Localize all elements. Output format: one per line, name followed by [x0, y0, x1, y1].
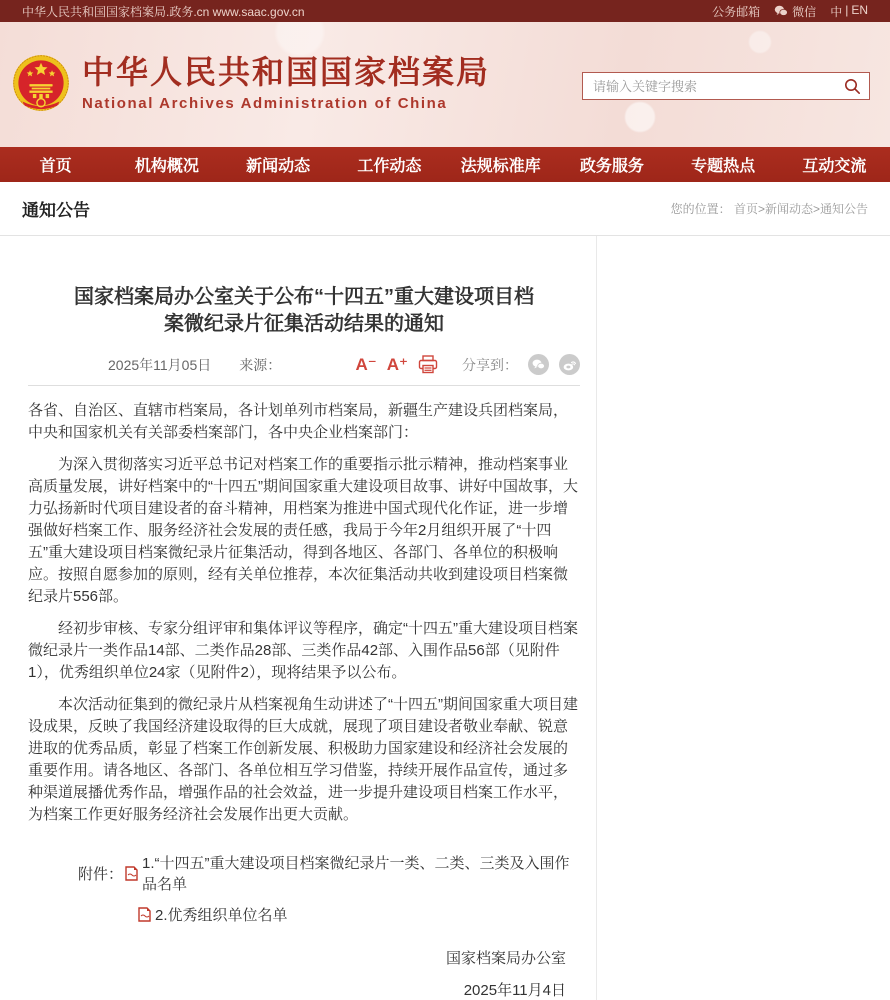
- pdf-file-icon: [138, 907, 151, 922]
- breadcrumb-label: 您的位置：: [670, 202, 731, 216]
- paragraph: 经初步审核、专家分组评审和集体评议等程序，确定“十四五”重大建设项目档案微纪录片一类作品14部、二类作品28部、三类作品42部、入围作品56部（见附件1），优秀组织单位24家（见附件2），现将结果予以公布。: [28, 620, 578, 681]
- attachment-link-2[interactable]: 2.优秀组织单位名单: [155, 907, 288, 924]
- lang-en-link[interactable]: EN: [851, 2, 868, 17]
- primary-nav: [0, 147, 890, 182]
- search-icon: [844, 78, 861, 95]
- source-label: 来源：: [239, 356, 282, 373]
- print-button[interactable]: [418, 355, 438, 374]
- paragraph: 为深入贯彻落实习近平总书记对档案工作的重要指示批示精神，推动档案事业高质量发展，讲好档案中的“十四五”期间国家重大建设项目故事、讲好中国故事，大力弘扬新时代项目建设者的奋斗精神，用档案为推进中国式现代化作证，进一步增强做好档案工作、服务经济社会发展的责任感，我局于今年2月组织开展了“十四五”重大建设项目档案微纪录片征集活动，得到各地区、各部门、各单位的积极响应。按照自愿参加的原则，经有关单位推荐，本次征集活动共收到建设项目档案微纪录片556部。: [28, 456, 578, 605]
- attachments-label: 附件：: [78, 865, 124, 883]
- publish-date: 2025年11月05日: [108, 356, 212, 373]
- article-title: 国家档案局办公室关于公布“十四五”重大建设项目档案微纪录片征集活动结果的通知: [74, 286, 534, 335]
- paragraph: 各省、自治区、直辖市档案局，各计划单列市档案局，新疆生产建设兵团档案局，中央和国家机关有关部委档案部门，各中央企业档案部门：: [28, 402, 569, 441]
- nav-item-services[interactable]: 政务服务: [579, 158, 644, 175]
- share-label: 分享到：: [462, 356, 518, 373]
- printer-icon: [418, 355, 438, 374]
- lang-separator: |: [845, 2, 849, 17]
- official-mail-link[interactable]: 公务邮箱: [712, 4, 761, 19]
- meta-separator: [28, 385, 580, 386]
- channel-bar: [0, 182, 890, 236]
- search-button[interactable]: [835, 73, 869, 99]
- main-content: [0, 236, 890, 1000]
- font-increase-button[interactable]: A⁺: [386, 354, 408, 374]
- pdf-file-icon: [125, 866, 138, 881]
- search-box: [582, 72, 870, 100]
- signature-org: 国家档案局办公室: [445, 950, 566, 967]
- breadcrumb: [671, 200, 868, 217]
- signature-date: 2025年11月4日: [463, 982, 566, 999]
- paragraph: 本次活动征集到的微纪录片从档案视角生动讲述了“十四五”期间国家重大项目建设成果，反映了我国经济建设取得的巨大成就，展现了项目建设者敬业奉献、锐意进取的优秀品质，彰显了档案工作创新发展、积极助力国家建设和经济社会发展的重要作用。请各地区、各部门、各单位相互学习借鉴，持续开展作品宣传，通过多种渠道展播优秀作品，增强作品的社会效益，进一步提升建设项目档案工作水平，为档案工作更好服务经济社会发展作出更大贡献。: [28, 696, 578, 823]
- nav-item-regulations[interactable]: 法规标准库: [460, 158, 541, 175]
- breadcrumb-links[interactable]: 首页>新闻动态>通知公告: [733, 202, 868, 216]
- nav-item-news[interactable]: 新闻动态: [246, 158, 311, 175]
- nav-item-interaction[interactable]: 互动交流: [802, 158, 867, 175]
- nav-item-work[interactable]: 工作动态: [357, 158, 422, 175]
- masthead: [0, 22, 890, 147]
- site-title-cn: 中华人民共和国国家档案局: [82, 54, 491, 90]
- share-wechat-button[interactable]: [528, 354, 549, 375]
- search-input[interactable]: [583, 79, 835, 94]
- right-empty-area: [597, 236, 890, 1000]
- article-column: [0, 236, 597, 1000]
- national-emblem-logo: [12, 54, 70, 112]
- nav-item-topics[interactable]: 专题热点: [691, 158, 756, 175]
- attachment-link-1[interactable]: 1.“十四五”重大建设项目档案微纪录片一类、二类、三类及入围作品名单: [142, 855, 570, 893]
- lang-zh-link[interactable]: 中: [830, 4, 843, 19]
- attachments-block: [28, 852, 580, 925]
- channel-title: 通知公告: [22, 201, 90, 220]
- article-body: [28, 400, 580, 826]
- signature-block: [28, 947, 580, 1000]
- share-wechat-icon: [532, 359, 545, 370]
- brand-block: [12, 54, 490, 112]
- article-meta-row: [28, 354, 580, 375]
- font-decrease-button[interactable]: A⁻: [355, 354, 377, 374]
- top-utility-bar: [0, 0, 890, 22]
- wechat-label: 微信: [792, 4, 817, 19]
- nav-item-home[interactable]: 首页: [39, 158, 72, 175]
- wechat-link[interactable]: [774, 3, 816, 20]
- share-weibo-icon: [563, 359, 576, 371]
- site-url-text: 中华人民共和国国家档案局.政务.cn www.saac.gov.cn: [22, 4, 305, 19]
- wechat-icon: [774, 5, 788, 17]
- site-title-en: National Archives Administration of China: [82, 95, 448, 112]
- nav-item-overview[interactable]: 机构概况: [134, 158, 199, 175]
- share-weibo-button[interactable]: [559, 354, 580, 375]
